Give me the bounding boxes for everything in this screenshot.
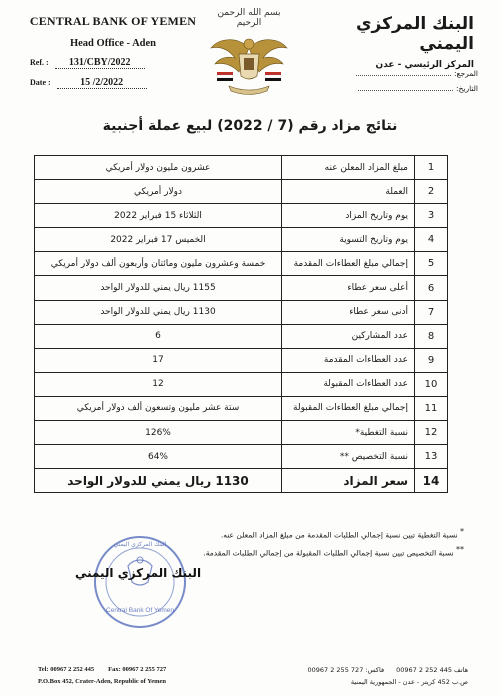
table-row bbox=[35, 228, 448, 252]
row-value: 1130 ريال يمني للدولار الواحد bbox=[35, 469, 282, 493]
footer-address-en: P.O.Box 452, Crater-Aden, Republic of Yemen bbox=[38, 678, 167, 685]
eagle-emblem-icon bbox=[207, 28, 291, 100]
footnote-text: نسبة التغطية تبين نسبة إجمالي الطلبات المقدمة من مبلغ المزاد المعلن عنه. bbox=[220, 530, 458, 540]
stamp-text-en: Central Bank Of Yemen bbox=[106, 607, 174, 614]
ref-dots bbox=[356, 75, 451, 76]
footnote-text: نسبة التخصيص تبين نسبة إجمالي الطلبات المقبولة من إجمالي الطلبات المقدمة. bbox=[203, 548, 454, 557]
row-value: خمسة وعشرون مليون ومائتان وأربعون ألف دولار أمريكي bbox=[35, 252, 282, 276]
stamp-text-ar: البنك المركزي اليمني bbox=[113, 541, 167, 548]
row-number: 4 bbox=[415, 228, 448, 252]
row-number: 11 bbox=[415, 396, 448, 420]
table-row bbox=[35, 445, 448, 469]
row-number: 14 bbox=[415, 469, 448, 493]
row-label: يوم وتاريخ المزاد bbox=[282, 204, 415, 228]
table-row bbox=[35, 421, 448, 445]
row-value: 126% bbox=[35, 421, 282, 445]
date-line bbox=[30, 77, 147, 89]
row-label: عدد المشاركين bbox=[282, 324, 415, 348]
row-label: عدد العطاءات المقبولة bbox=[282, 372, 415, 396]
row-number: 7 bbox=[415, 300, 448, 324]
office-name-en: Head Office - Aden bbox=[69, 38, 157, 49]
row-value: الثلاثاء 15 فبراير 2022 bbox=[35, 204, 282, 228]
row-number: 12 bbox=[415, 421, 448, 445]
row-value: 6 bbox=[35, 324, 282, 348]
bank-name-ar: البنك المركزي اليمني bbox=[355, 14, 474, 54]
row-value: الخميس 17 فبراير 2022 bbox=[35, 228, 282, 252]
ref-label: Ref. : bbox=[30, 58, 49, 67]
yemen-emblem bbox=[207, 8, 291, 94]
footer-arabic bbox=[295, 664, 468, 688]
row-number: 13 bbox=[415, 445, 448, 469]
footer-english bbox=[38, 664, 180, 688]
row-value: دولار أمريكي bbox=[35, 180, 282, 204]
row-value: 1130 ريال يمني للدولار الواحد bbox=[35, 300, 282, 324]
date-dots bbox=[358, 90, 453, 91]
row-label: إجمالي مبلغ العطاءات المقدمة bbox=[282, 252, 415, 276]
footnote-mark: ** bbox=[456, 544, 464, 554]
footer-tel-ar: هاتف 445 252 2 00967 bbox=[396, 666, 468, 674]
footer-tel-en: Tel: 00967 2 252 445 bbox=[38, 666, 95, 673]
basmala: بسم الله الرحمن الرحيم bbox=[217, 8, 281, 28]
office-name-ar: المركز الرئيسي - عدن bbox=[375, 60, 474, 70]
table-row bbox=[35, 324, 448, 348]
row-number: 5 bbox=[415, 252, 448, 276]
row-value: ستة عشر مليون وتسعون ألف دولار أمريكي bbox=[35, 396, 282, 420]
footer-address-ar: ص.ب 452 كريتر - عدن - الجمهورية اليمنية bbox=[350, 678, 468, 686]
table-row bbox=[35, 252, 448, 276]
row-label: العملة bbox=[282, 180, 415, 204]
row-label: يوم وتاريخ التسوية bbox=[282, 228, 415, 252]
footer-fax-en: Fax: 00967 2 255 727 bbox=[108, 666, 167, 673]
row-value: 17 bbox=[35, 348, 282, 372]
row-value: 12 bbox=[35, 372, 282, 396]
table-row bbox=[35, 156, 448, 180]
row-value: 64% bbox=[35, 445, 282, 469]
table-row bbox=[35, 372, 448, 396]
date-value: 15 /2/2022 bbox=[57, 77, 147, 89]
table-row bbox=[35, 396, 448, 420]
auction-results-table bbox=[34, 155, 448, 493]
header-english bbox=[28, 14, 198, 49]
row-number: 8 bbox=[415, 324, 448, 348]
table-row bbox=[35, 204, 448, 228]
row-label: سعر المزاد bbox=[282, 469, 415, 493]
row-value: عشرون مليون دولار أمريكي bbox=[35, 156, 282, 180]
row-label: إجمالي مبلغ العطاءات المقبولة bbox=[282, 396, 415, 420]
row-label: أعلى سعر عطاء bbox=[282, 276, 415, 300]
row-number: 9 bbox=[415, 348, 448, 372]
row-number: 3 bbox=[415, 204, 448, 228]
row-value: 1155 ريال يمني للدولار الواحد bbox=[35, 276, 282, 300]
signature-block: البنك المركزي اليمني bbox=[74, 566, 202, 580]
table-row bbox=[35, 300, 448, 324]
row-label: أدنى سعر عطاء bbox=[282, 300, 415, 324]
table-row bbox=[35, 180, 448, 204]
bank-stamp-icon bbox=[90, 532, 190, 637]
row-number: 1 bbox=[415, 156, 448, 180]
auction-title: نتائج مزاد رقم (7 / 2022) لبيع عملة أجنبية bbox=[102, 118, 398, 134]
bank-name-en: CENTRAL BANK OF YEMEN bbox=[29, 14, 197, 28]
table-row bbox=[35, 469, 448, 493]
table-body bbox=[35, 156, 448, 493]
table-row bbox=[35, 276, 448, 300]
footnote-mark: * bbox=[460, 527, 464, 536]
table-row bbox=[35, 348, 448, 372]
ref-field-ar bbox=[356, 69, 478, 78]
date-label: Date : bbox=[30, 78, 51, 87]
footer-fax-ar: فاكس: 727 255 2 00967 bbox=[307, 666, 385, 674]
date-field-ar bbox=[358, 84, 478, 93]
date-label-ar: التاريخ: bbox=[456, 84, 478, 93]
row-label: عدد العطاءات المقدمة bbox=[282, 348, 415, 372]
ref-line bbox=[30, 57, 145, 69]
row-label: نسبة التخصيص ** bbox=[282, 445, 415, 469]
row-number: 6 bbox=[415, 276, 448, 300]
row-label: نسبة التغطية* bbox=[282, 421, 415, 445]
ref-value: 131/CBY/2022 bbox=[55, 57, 145, 69]
header-arabic bbox=[304, 14, 474, 70]
row-number: 2 bbox=[415, 180, 448, 204]
row-label: مبلغ المزاد المعلن عنه bbox=[282, 156, 415, 180]
row-number: 10 bbox=[415, 372, 448, 396]
ref-label-ar: المرجع: bbox=[454, 69, 478, 78]
